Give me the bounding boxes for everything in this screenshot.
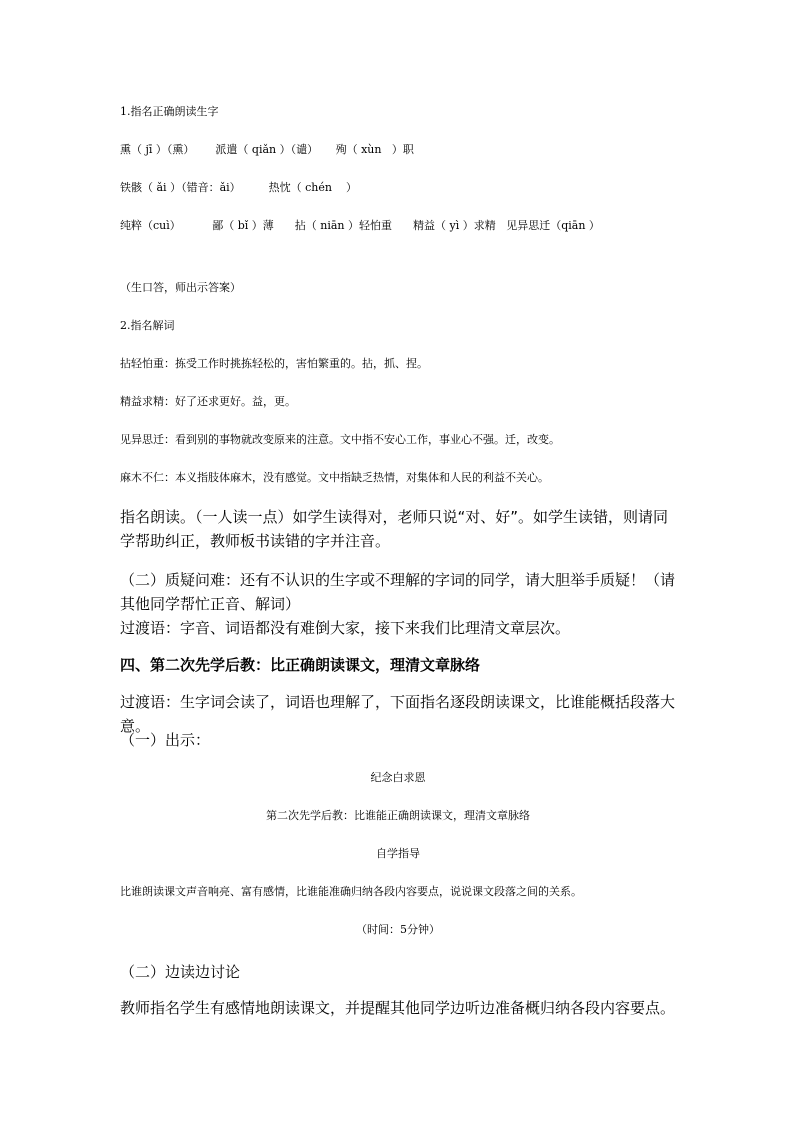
section-heading-four: 四、第二次先学后教：比正确朗读课文，理清文章脉络 [120,656,481,674]
answer-note: （生口答，师出示答案） [120,281,241,294]
pinyin-line-3: 纯粹（cuì） 鄙（ bǐ ）薄 拈（ niān ）轻怕重 精益（ yì ）求精 见异思迁（qiān ） [120,219,600,232]
definition-4: 麻木不仁：本义指肢体麻木，没有感觉。文中指缺乏热情，对集体和人民的利益不关心。 [120,471,549,484]
paragraph-read-aloud: 指名朗读。（一人读一点）如学生读得对，老师只说“对、好”。如学生读错，则请同学帮助纠正，教师板书读错的字并注音。 [120,508,669,550]
pinyin-line-2: 铁骸（ ǎi ）（错音：ǎi） 热忱（ chén ） [120,181,357,194]
paragraph-show: （一）出示： [120,731,211,749]
section-heading-explain-words: 2.指名解词 [120,319,175,332]
paragraph-teacher-instruction: 教师指名学生有感情地朗读课文，并提醒其他同学边听边准备概归纳各段内容要点。 [120,999,676,1017]
definition-2: 精益求精：好了还求更好。益，更。 [120,395,296,408]
paragraph-transition-1: 过渡语：字音、词语都没有难倒大家，接下来我们比理清文章层次。 [120,619,571,637]
display-time: （时间：5分钟） [356,923,440,936]
paragraph-read-discuss: （二）边读边讨论 [120,963,241,981]
definition-3: 见异思迁：看到别的事物就改变原来的注意。文中指不安心工作，事业心不强。迁，改变。 [120,433,560,446]
display-subtitle: 第二次先学后教：比谁能正确朗读课文，理清文章脉络 [266,809,530,822]
pinyin-line-1: 熏（ jī ）（熏） 派遣（ qiǎn ）（谴） 殉（ xùn ）职 [120,143,414,156]
definition-1: 拈轻怕重：拣受工作时挑拣轻松的，害怕繁重的。拈，抓、捏。 [120,357,428,370]
paragraph-questions: （二）质疑问难：还有不认识的生字或不理解的字词的同学，请大胆举手质疑！（请其他同学帮忙正音、解词） [120,571,676,613]
section-heading-read-characters: 1.指名正确朗读生字 [120,105,219,118]
display-guide-text: 比谁朗读课文声音响亮、富有感情，比谁能准确归纳各段内容要点，说说课文段落之间的关系。 [120,885,582,898]
paragraph-transition-2: 过渡语：生字词会读了，词语也理解了，下面指名逐段朗读课文，比谁能概括段落大意。 [120,693,676,735]
display-title: 纪念白求恩 [370,771,426,784]
display-guide-heading: 自学指导 [376,847,420,860]
